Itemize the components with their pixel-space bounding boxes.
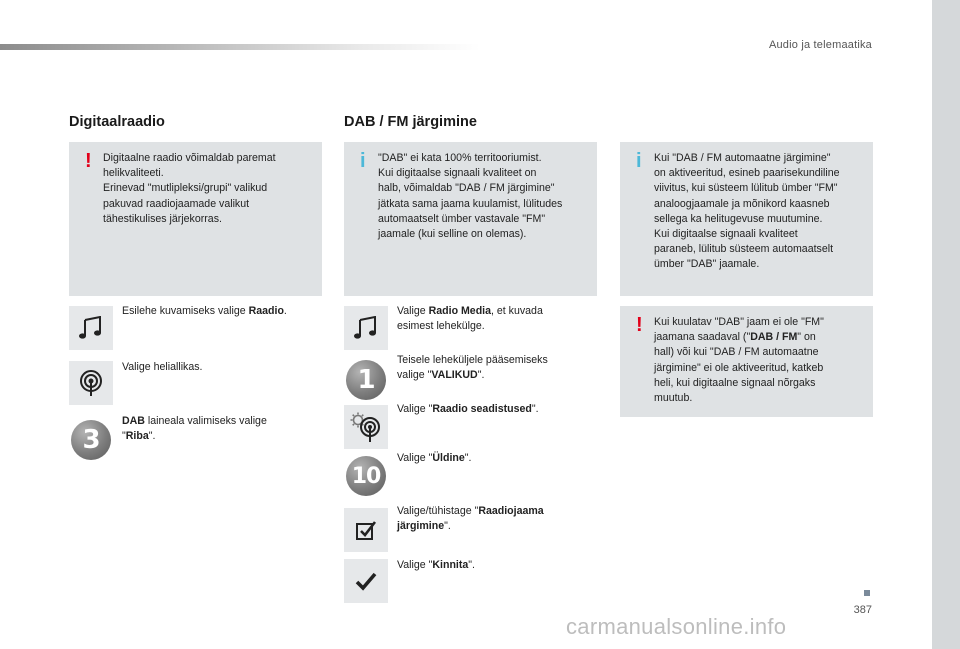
checkbox-icon — [344, 508, 388, 552]
heading-digitaalraadio: Digitaalraadio — [69, 114, 165, 130]
info-note-text: "DAB" ei kata 100% territooriumist. Kui digitaalse signaali kvaliteet on halb, võimaldab "DAB / FM järgimine" jätkata sama jaama kuulamist, lülitudes automaatselt ümber vastavale "FM" jaamale (kui selline on olemas). — [378, 152, 563, 241]
radio-settings-icon — [344, 405, 388, 449]
confirm-check-icon — [344, 559, 388, 603]
warning-icon: ! — [85, 150, 92, 172]
section-title: Audio ja telemaatika — [768, 39, 872, 51]
warning-note-no-fm — [620, 306, 873, 417]
step-number-3: 3 — [69, 418, 113, 462]
warning-note-digital-radio — [69, 142, 322, 296]
music-note-icon — [344, 306, 388, 350]
page-number: 387 — [853, 604, 872, 616]
info-note-text: Kui "DAB / FM automaatne järgimine" on aktiveeritud, esineb paarisekundiline viivitus, kui süsteem lülitub ümber "FM" analoogjaamale ja mõnikord kaasneb sellega ka helitugevuse muutumine. Kui digitaalse signaali kvaliteet paraneb, lülitub süsteem automaatselt ümber "DAB" jaamale. — [654, 152, 840, 271]
step-station-following: Valige/tühistage "Raadiojaama järgimine". — [397, 505, 544, 533]
warning-note-text: Digitaalne raadio võimaldab paremat helikvaliteeti. Erinevad "mutlipleksi/grupi" valikud pakuvad raadiojaamade valikut tähestikulises järjekorras. — [103, 152, 276, 225]
warning-note-text: Kui kuulatav "DAB" jaam ei ole "FM" jaamana saadaval ("DAB / FM" on hall) või kui "DAB / FM automaatne järgimine" ei ole aktiveeritud, katkeb heli, kui digitaalne signaal nõrgaks muutub. — [654, 316, 824, 405]
header-gradient-bar — [0, 44, 480, 50]
page-marker — [864, 590, 870, 596]
step-select-source: Valige heliallikas. — [122, 361, 203, 373]
step-select-radio: Esilehe kuvamiseks valige Raadio. — [122, 305, 287, 317]
radio-wave-icon — [69, 361, 113, 405]
info-icon: i — [360, 150, 366, 172]
info-note-dab-coverage — [344, 142, 597, 296]
info-icon: i — [636, 150, 642, 172]
warning-icon: ! — [636, 314, 643, 336]
page-side-tab — [932, 0, 960, 649]
step-number-10: 10 — [344, 454, 388, 498]
step-options: Teisele leheküljele pääsemiseks valige "VALIKUD". — [397, 354, 548, 382]
step-number-1: 1 — [344, 358, 388, 402]
step-select-radio-media: Valige Radio Media, et kuvada esimest lehekülge. — [397, 305, 543, 333]
heading-dab-fm: DAB / FM järgimine — [344, 114, 477, 130]
step-radio-settings: Valige "Raadio seadistused". — [397, 403, 539, 415]
step-confirm: Valige "Kinnita". — [397, 559, 475, 571]
info-note-auto-following — [620, 142, 873, 296]
watermark: carmanualsonline.info — [566, 614, 787, 639]
music-note-icon — [69, 306, 113, 350]
step-select-band: DAB laineala valimiseks valige "Riba". — [122, 415, 267, 443]
step-general: Valige "Üldine". — [397, 452, 472, 464]
